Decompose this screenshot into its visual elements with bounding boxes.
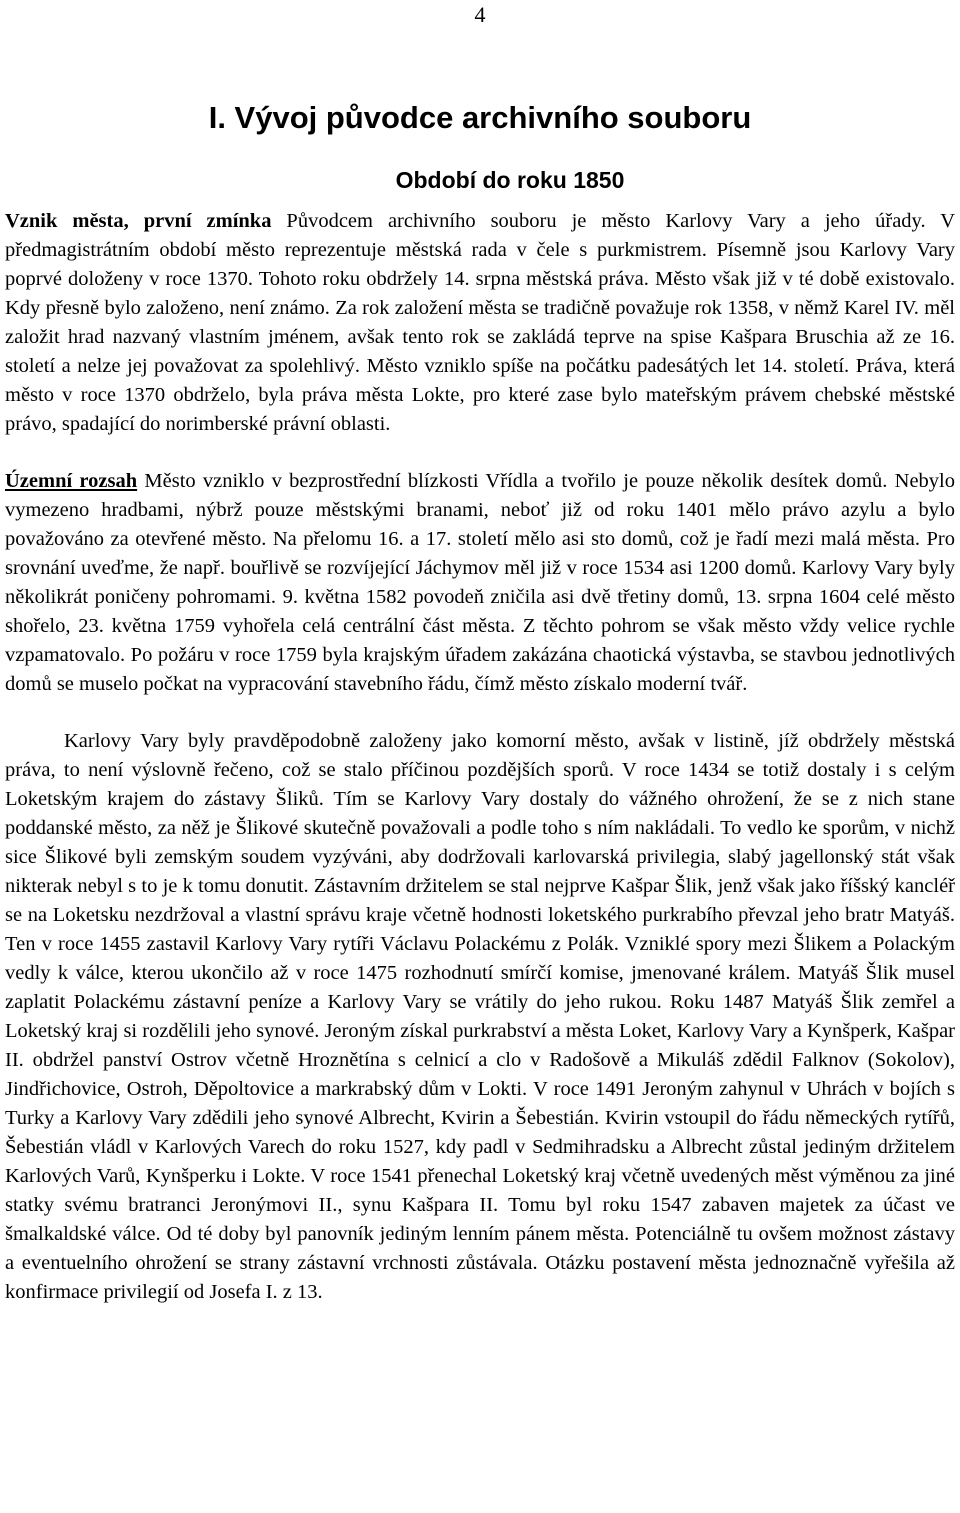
- section-title: Období do roku 1850: [395, 167, 625, 193]
- paragraph-text: Původcem archivního souboru je město Karlovy Vary a jeho úřady. V předmagistrátním období město reprezentuje městská rada v čele s purkmistrem. Písemně jsou Karlovy Vary poprvé doloženy v roce 1370. Tohoto roku obdržely 14. srpna městská práva. Město však již v té době existovalo. Kdy přesně bylo založeno, není známo. Za rok založení města se tradičně považuje rok 1358, v němž Karel IV. měl založit hrad nazvaný vlastním jménem, avšak tento rok se zakládá teprve na spise Kašpara Bruschia až ze 16. století a nelze jej považovat za spolehlivý. Město vzniklo spíše na počátku padesátých let 14. století. Práva, která město v roce 1370 obdrželo, byla práva města Lokte, pro které zase bylo mateřským právem chebské městské právo, spadající do norimberské právní oblasti.: [5, 210, 955, 435]
- paragraph-history: [5, 727, 955, 1307]
- paragraph-text: Město vzniklo v bezprostřední blízkosti Vřídla a tvořilo je pouze několik desítek domů. Nebylo vymezeno hradbami, nýbrž pouze městskými branami, neboť již od roku 1401 mělo právo azylu a bylo považováno za otevřené město. Na přelomu 16. a 17. století mělo asi sto domů, což je řadí mezi malá města. Pro srovnání uveďme, že např. bouřlivě se rozvíjející Jáchymov měl již v roce 1534 asi 1200 domů. Karlovy Vary byly několikrát poničeny pohromami. 9. května 1582 povodeň zničila asi dvě třetiny domů, 13. srpna 1604 celé město shořelo, 23. května 1759 vyhořela celá centrální část města. Z těchto pohrom se však město vždy velice rychle vzpamatovalo. Po požáru v roce 1759 byla krajským úřadem zakázána chaotická výstavba, se stavbou jednotlivých domů se muselo počkat na vypracování stavebního řádu, čímž město získalo moderní tvář.: [5, 470, 955, 695]
- run-in-heading-origin: Vznik města, první zmínka: [5, 210, 272, 232]
- run-in-heading-territory: Územní rozsah: [5, 470, 138, 492]
- paragraph-territory: [5, 467, 955, 699]
- page-number: 4: [474, 2, 486, 27]
- paragraph-text: Karlovy Vary byly pravděpodobně založeny jako komorní město, avšak v listině, jíž obdržely městská práva, to není výslovně řečeno, což se stalo příčinou pozdějších sporů. V roce 1434 se totiž dostaly i s celým Loketským krajem do zástavy Šliků. Tím se Karlovy Vary dostaly do vážného ohrožení, že se z nich stane poddanské město, za něž je Šlikové skutečně považovali a podle toho s ním nakládali. To vedlo ke sporům, v nichž sice Šlikové byli zemským soudem vyzýváni, aby dodržovali karlovarská privilegia, slabý jagellonský stát však nikterak nebyl s to je k tomu donutit. Zástavním držitelem se stal nejprve Kašpar Šlik, jenž však jako říšský kancléř se na Loketsku nezdržoval a vlastní správu kraje včetně hodnosti loketského purkrabího převzal jeho bratr Matyáš. Ten v roce 1455 zastavil Karlovy Vary rytíři Václavu Polackému z Polák. Vzniklé spory mezi Šlikem a Polackým vedly k válce, kterou ukončilo až v roce 1475 rozhodnutí smírčí komise, jmenované králem. Matyáš Šlik musel zaplatit Polackému zástavní peníze a Karlovy Vary se vrátily do jeho rukou. Roku 1487 Matyáš Šlik zemřel a Loketský kraj si rozdělili jeho synové. Jeroným získal purkrabství a města Loket, Karlovy Vary a Kynšperk, Kašpar II. obdržel panství Ostrov včetně Hroznětína s celnicí a clo v Radošově a Mikuláš zdědil Falknov (Sokolov), Jindřichovice, Ostroh, Děpoltovice a markrabský dům v Lokti. V roce 1491 Jeroným zahynul v Uhrách v bojích s Turky a Karlovy Vary zdědili jeho synové Albrecht, Kvirin a Šebestián. Kvirin vstoupil do řádu německých rytířů, Šebestián vládl v Karlových Varech do roku 1527, kdy padl v Sedmihradsku a Albrecht zůstal jediným držitelem Karlových Varů, Kynšperku i Lokte. V roce 1541 přenechal Loketský kraj včetně uvedených měst výměnou za jiné statky svému bratranci Jeronýmovi II., synu Kašpara II. Tomu byl roku 1547 zabaven majetek za účast ve šmalkaldské válce. Od té doby byl panovník jediným lenním pánem města. Potenciálně tu ovšem možnost zástavy a eventuelního ohrožení se strany zástavní vrchnosti zůstávala. Otázku postavení města jednoznačně vyřešila až konfirmace privilegií od Josefa I. z 13.: [5, 730, 955, 1303]
- chapter-title: I. Vývoj původce archivního souboru: [208, 100, 752, 135]
- paragraph-origin: [5, 207, 955, 439]
- document-body: [5, 207, 955, 1307]
